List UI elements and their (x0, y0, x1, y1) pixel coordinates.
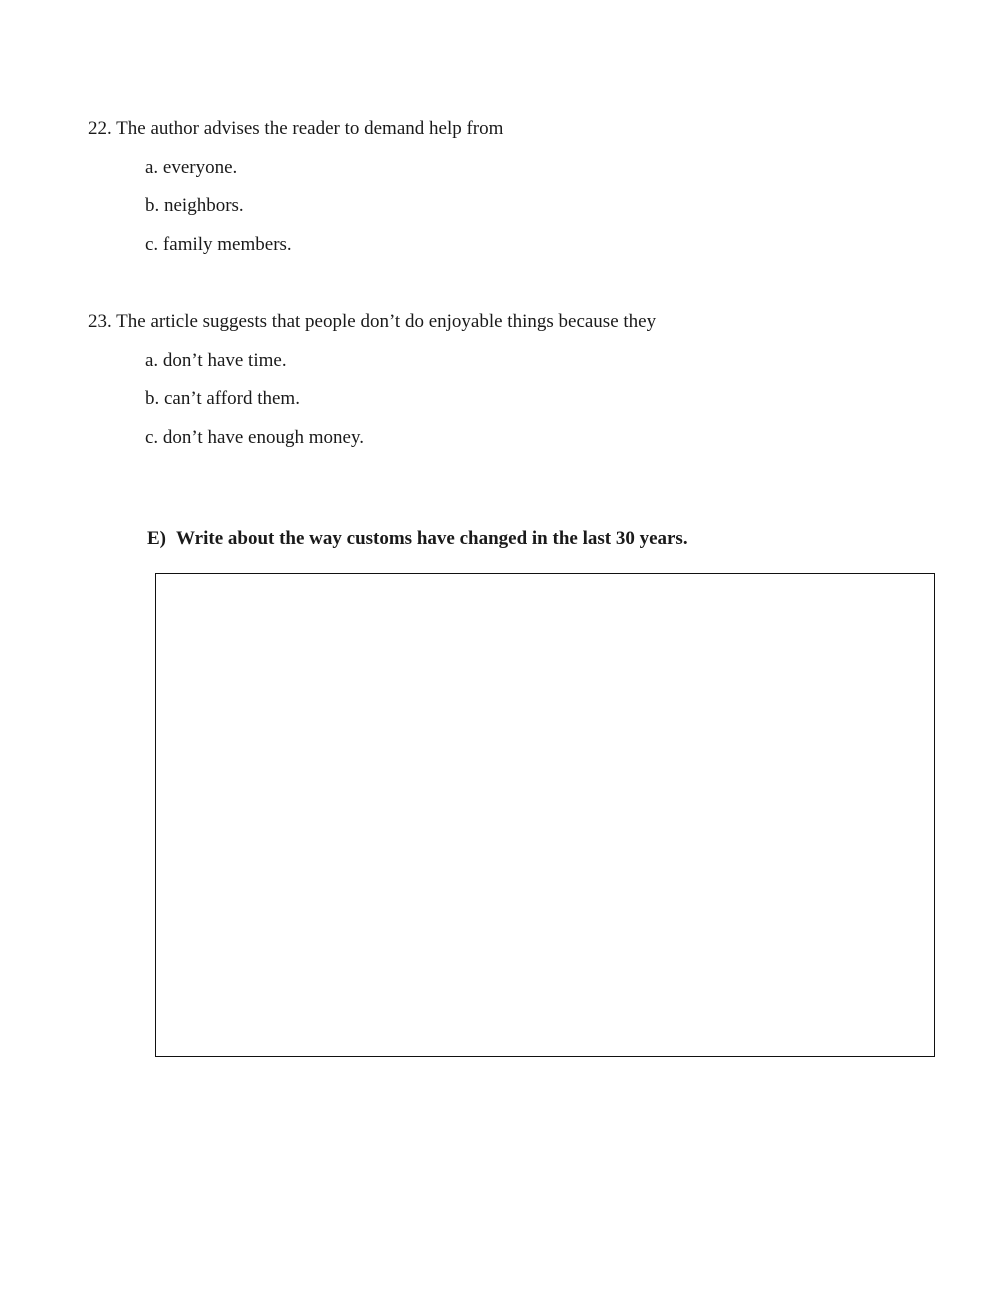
essay-answer-input[interactable] (156, 574, 934, 1056)
question-22-option-b[interactable]: b. neighbors. (145, 195, 244, 216)
question-23-option-b[interactable]: b. can’t afford them. (145, 388, 300, 409)
section-e-letter: E) (147, 528, 166, 549)
section-e-prompt: Write about the way customs have changed in the last 30 years. (176, 528, 688, 549)
section-e-heading (147, 527, 688, 551)
question-23-option-a[interactable]: a. don’t have time. (145, 350, 287, 371)
question-22-option-c[interactable]: c. family members. (145, 234, 292, 255)
question-22-stem: 22. The author advises the reader to demand help from (88, 118, 504, 139)
answer-box (155, 573, 935, 1057)
question-22-option-a[interactable]: a. everyone. (145, 157, 238, 178)
question-23-option-c[interactable]: c. don’t have enough money. (145, 427, 364, 448)
question-23-stem: 23. The article suggests that people don’t do enjoyable things because they (88, 311, 657, 332)
